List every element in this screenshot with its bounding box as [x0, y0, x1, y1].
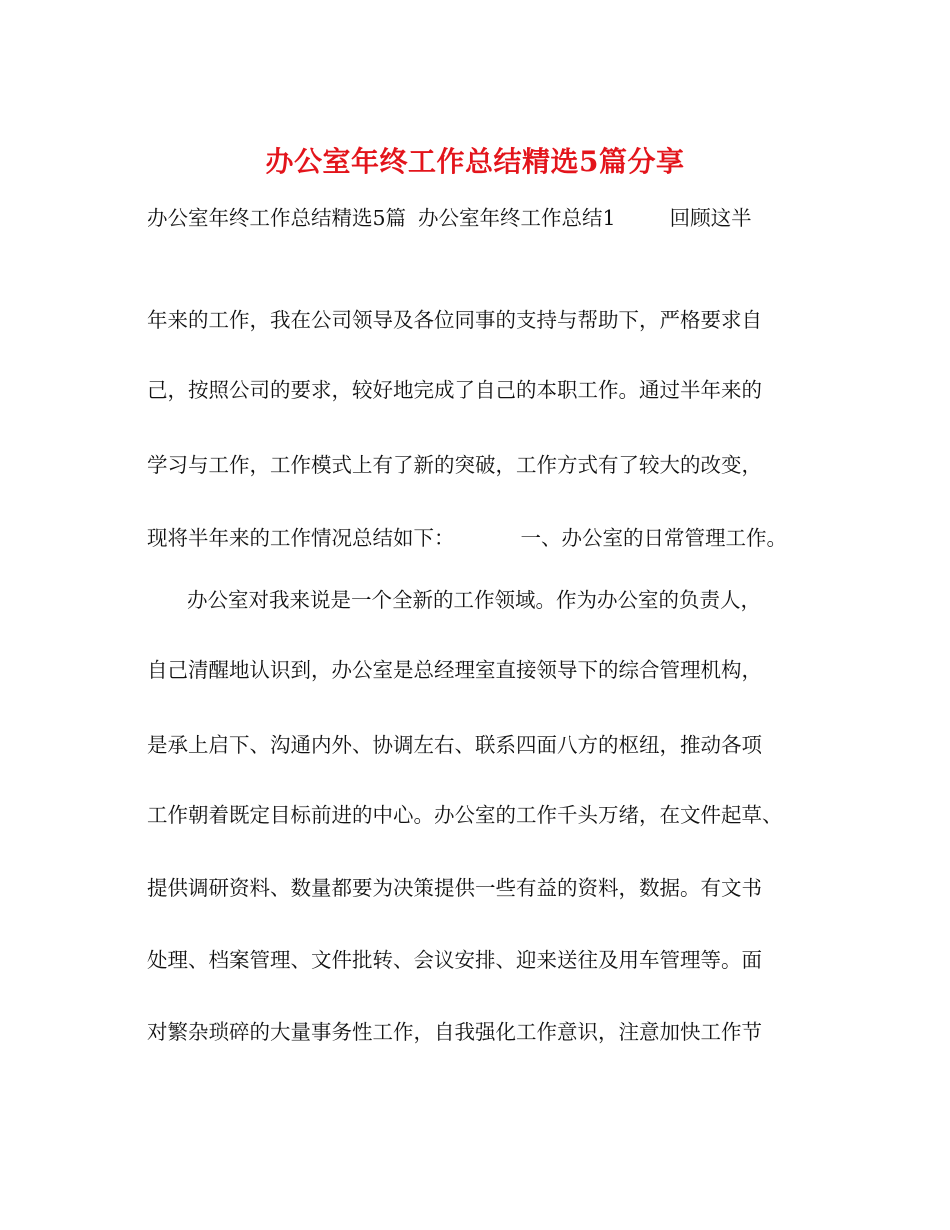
paragraph-line-1: 办公室对我来说是一个全新的工作领域。作为办公室的负责人，: [187, 588, 761, 612]
summary-part-1: 现将半年来的工作情况总结如下：: [147, 526, 455, 550]
body-line-2: 己，按照公司的要求，较好地完成了自己的本职工作。通过半年来的: [147, 378, 762, 402]
intro-part-2: 办公室年终工作总结1: [418, 206, 616, 230]
paragraph-line-5: 提供调研资料、数量都要为决策提供一些有益的资料，数据。有文书: [147, 876, 762, 900]
summary-part-2: 一、办公室的日常管理工作。: [520, 526, 787, 550]
body-line-3: 学习与工作，工作模式上有了新的突破，工作方式有了较大的改变，: [147, 453, 762, 477]
intro-line: [147, 203, 827, 233]
paragraph-line-4: 工作朝着既定目标前进的中心。办公室的工作千头万绪，在文件起草、: [147, 803, 783, 827]
intro-part-1: 办公室年终工作总结精选5篇: [147, 206, 407, 230]
paragraph-line-7: 对繁杂琐碎的大量事务性工作，自我强化工作意识，注意加快工作节: [147, 1020, 762, 1044]
paragraph-line-3: 是承上启下、沟通内外、协调左右、联系四面八方的枢纽，推动各项: [147, 733, 762, 757]
document-title: 办公室年终工作总结精选5篇分享: [265, 145, 685, 178]
summary-line: [147, 523, 827, 553]
body-line-1: 年来的工作，我在公司领导及各位同事的支持与帮助下，严格要求自: [147, 308, 762, 332]
paragraph-line-6: 处理、档案管理、文件批转、会议安排、迎来送往及用车管理等。面: [147, 948, 762, 972]
intro-part-3: 回顾这半: [669, 206, 752, 230]
paragraph-line-2: 自己清醒地认识到，办公室是总经理室直接领导下的综合管理机构，: [147, 658, 762, 682]
